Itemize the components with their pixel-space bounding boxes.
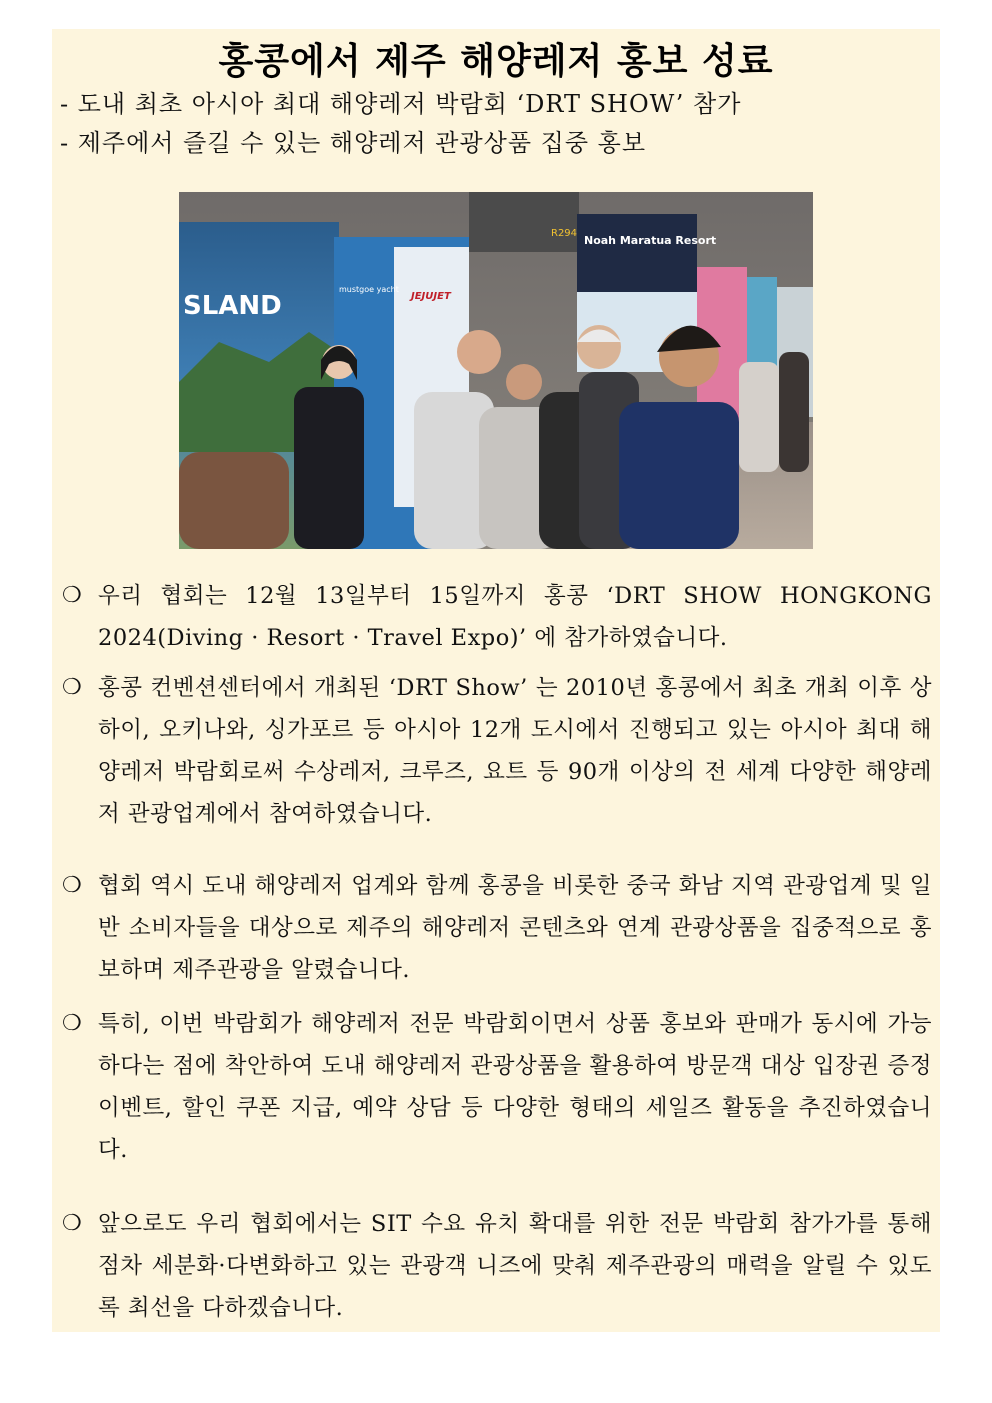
- bullet-circle-icon: ❍: [62, 873, 82, 898]
- photo-illustration: [179, 192, 813, 549]
- subtitle-list: [60, 85, 930, 163]
- article-body: [62, 575, 932, 1329]
- resort-sign: [577, 214, 697, 294]
- booth-number: R294: [551, 228, 578, 239]
- banner-island-text: SLAND: [183, 291, 282, 321]
- subtitle-1: - 도내 최초 아시아 최대 해양레저 박람회 ‘DRT SHOW’ 참가: [60, 90, 742, 118]
- bullet-circle-icon: ❍: [62, 1211, 82, 1236]
- resort-sign-text: Noah Maratua Resort: [584, 234, 717, 247]
- paragraph-3: [62, 865, 932, 991]
- paragraph-2-text: 홍콩 컨벤션센터에서 개최된 ‘DRT Show’ 는 2010년 홍콩에서 최초 개최 이후 상하이, 오키나와, 싱가포르 등 아시아 12개 도시에서 진행되고 있는 아시아 최대 해양레저 박람회로써 수상레저, 크루즈, 요트 등 90개 이상의 전 세계 다양한 해양레저 관광업계에서 참여하였습니다.: [98, 675, 932, 827]
- paragraph-3-text: 협회 역시 도내 해양레저 업계와 함께 홍콩을 비롯한 중국 화남 지역 관광업계 및 일반 소비자들을 대상으로 제주의 해양레저 콘텐츠와 연계 관광상품을 집중적으로 홍보하며 제주관광을 알렸습니다.: [98, 873, 932, 983]
- paragraph-4: [62, 1003, 932, 1171]
- paragraph-2: [62, 667, 932, 835]
- paragraph-4-text: 특히, 이번 박람회가 해양레저 전문 박람회이면서 상품 홍보와 판매가 동시에 가능하다는 점에 착안하여 도내 해양레저 관광상품을 활용하여 방문객 대상 입장권 증정 이벤트, 할인 쿠폰 지급, 예약 상담 등 다양한 형태의 세일즈 활동을 추진하였습니다.: [98, 1011, 932, 1163]
- booth-header: [469, 192, 579, 252]
- yacht-text: mustgoe yacht: [339, 285, 399, 294]
- page-title: 홍콩에서 제주 해양레저 홍보 성료: [218, 41, 774, 82]
- paragraph-5: [62, 1203, 932, 1329]
- paragraph-5-text: 앞으로도 우리 협회에서는 SIT 수요 유치 확대를 위한 전문 박람회 참가가를 통해 점차 세분화·다변화하고 있는 관광객 니즈에 맞춰 제주관광의 매력을 알릴 수 있도록 최선을 다하겠습니다.: [98, 1211, 932, 1321]
- subtitle-2: - 제주에서 즐길 수 있는 해양레저 관광상품 집중 홍보: [60, 129, 647, 157]
- press-release-panel: [52, 29, 940, 1332]
- bullet-circle-icon: ❍: [62, 1011, 82, 1036]
- brand-text: JEJUJET: [411, 291, 451, 302]
- expo-booth-photo: [179, 192, 813, 549]
- paragraph-1: [62, 575, 932, 659]
- bullet-circle-icon: ❍: [62, 675, 82, 700]
- paragraph-1-text: 우리 협회는 12월 13일부터 15일까지 홍콩 ‘DRT SHOW HONGKONG 2024(Diving · Resort · Travel Expo)’ 에 참가하였습니다.: [98, 583, 932, 651]
- bullet-circle-icon: ❍: [62, 583, 82, 608]
